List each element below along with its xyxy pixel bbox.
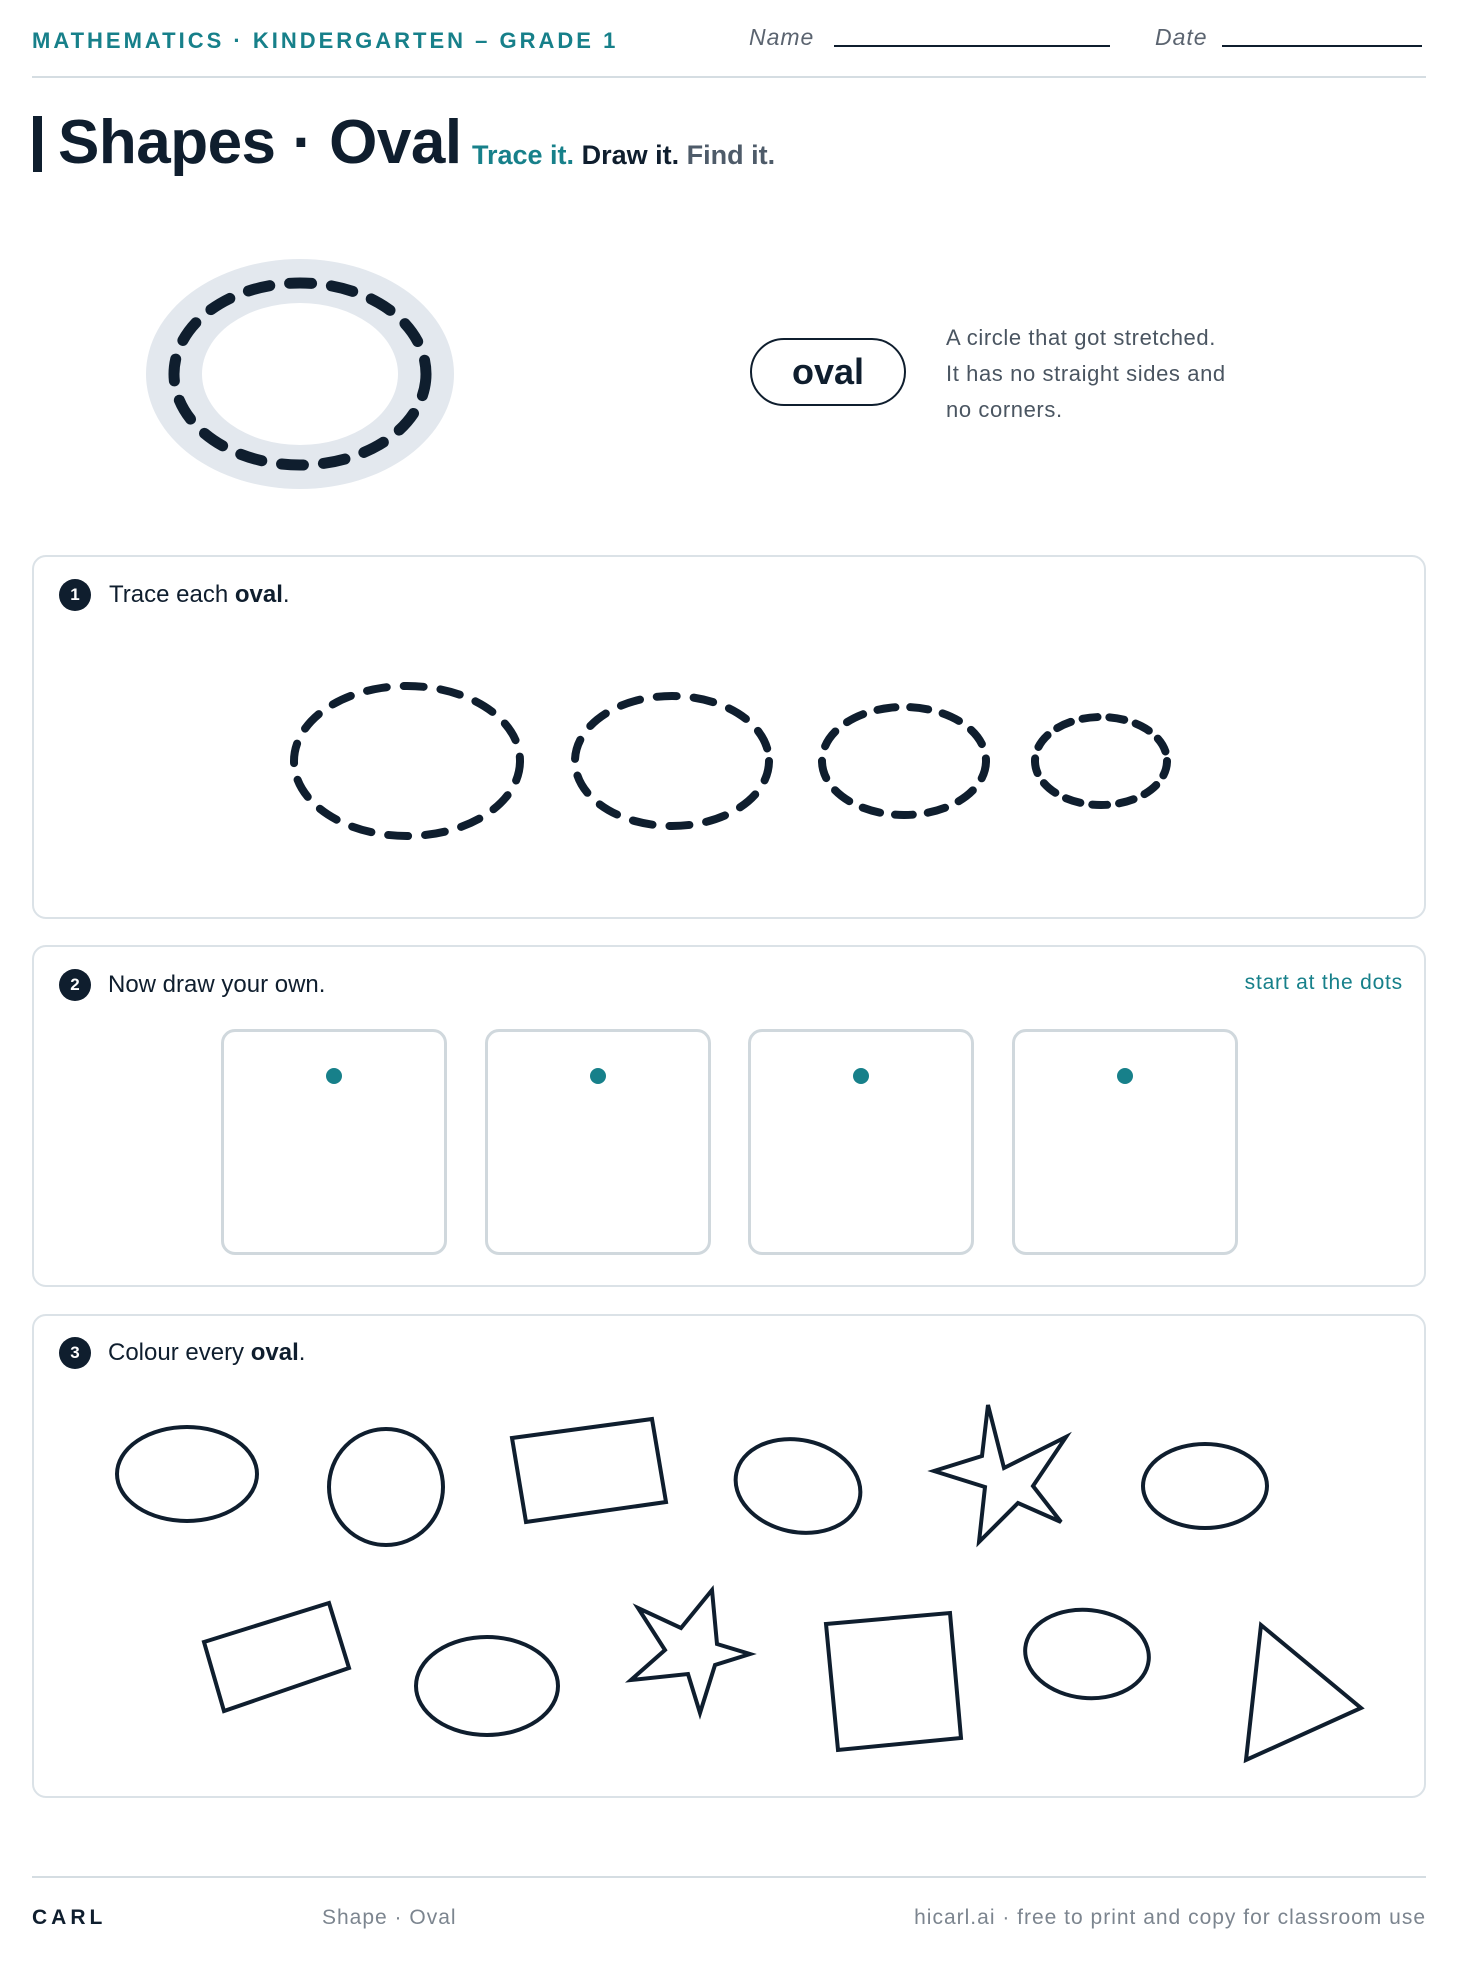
draw-section-title: Now draw your own.: [108, 971, 326, 998]
title-punct: .: [298, 1339, 306, 1366]
title-text: Trace each: [109, 581, 235, 608]
subtitle-trace: Trace it.: [472, 140, 575, 170]
footer-topic: Shape · Oval: [322, 1906, 457, 1929]
find-shape-oval[interactable]: [727, 1428, 869, 1544]
subtitle-draw: Draw it.: [581, 140, 680, 170]
find-shape-oval[interactable]: [416, 1637, 558, 1735]
find-shape-circle[interactable]: [329, 1429, 443, 1545]
page-title: Shapes · Oval: [58, 108, 462, 177]
date-label: Date: [1155, 24, 1208, 50]
find-shape-star[interactable]: [934, 1405, 1066, 1542]
find-shape-oval[interactable]: [1021, 1604, 1154, 1704]
step-badge-2: 2: [59, 969, 91, 1001]
find-shape-square[interactable]: [826, 1613, 961, 1750]
find-shape-rectangle[interactable]: [204, 1603, 349, 1711]
footer-note: hicarl.ai · free to print and copy for classroom use: [914, 1906, 1426, 1929]
title-punct: .: [282, 581, 290, 608]
description-line: no corners.: [946, 397, 1063, 422]
title-keyword: oval: [250, 1339, 299, 1366]
draw-hint: start at the dots: [1244, 971, 1403, 994]
description-line: It has no straight sides and: [946, 361, 1226, 386]
shape-word-pill: oval: [750, 338, 906, 406]
description-line: A circle that got stretched.: [946, 325, 1216, 350]
footer-brand: CARL: [32, 1906, 107, 1929]
step-badge-3: 3: [59, 1337, 91, 1369]
name-label: Name: [749, 24, 815, 50]
step-badge-1: 1: [59, 579, 91, 611]
subject-heading: MATHEMATICS · KINDERGARTEN – GRADE 1: [32, 28, 619, 53]
title-keyword: oval: [234, 581, 283, 608]
find-shape-triangle[interactable]: [1246, 1625, 1361, 1760]
footer-divider: [32, 1876, 1426, 1878]
find-shape-oval[interactable]: [117, 1427, 257, 1521]
title-text: Colour every: [108, 1339, 251, 1366]
find-shape-star[interactable]: [631, 1590, 750, 1713]
subtitle-find: Find it.: [686, 140, 776, 170]
find-shape-rectangle[interactable]: [512, 1419, 666, 1522]
find-shape-oval[interactable]: [1143, 1444, 1267, 1528]
